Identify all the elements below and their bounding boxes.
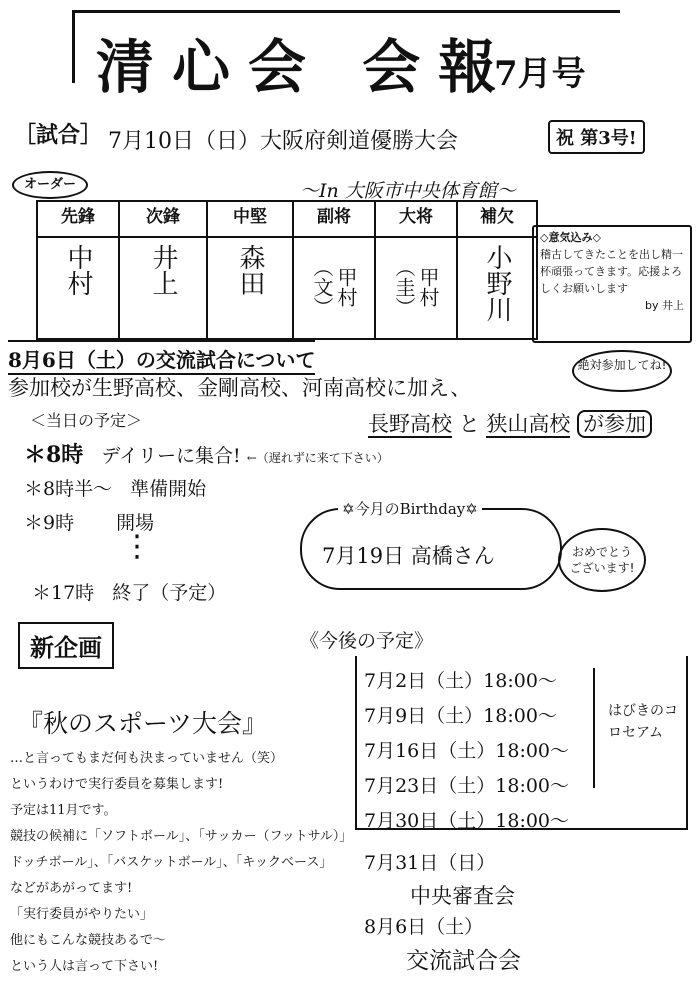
newsletter-title: 清心会 会報 — [96, 33, 515, 101]
member-name: 中村 — [63, 244, 93, 296]
body-line: 他にもこんな競技あるで～ — [10, 933, 166, 948]
member-name: 甲村（文） — [310, 257, 358, 317]
practice-place: はびきのコロセアム — [608, 703, 678, 741]
practice-item: 7月9日（土）18:00～ — [364, 705, 557, 727]
exchange-heading: 8月6日（土）の交流試合について — [8, 340, 315, 375]
plan-time: ＊17時 — [32, 582, 95, 604]
new-project-body — [10, 746, 352, 980]
join-bubble-text: 絶対参加してね! — [577, 358, 667, 372]
note-sign: by 井上 — [645, 299, 684, 312]
body-line: ドッチボール」、「バスケットボール」、「キックベース」 — [10, 855, 333, 870]
schedule-right-line — [686, 656, 688, 830]
plan-item — [24, 474, 206, 501]
practice-list — [364, 664, 569, 839]
event1-name: 中央審査会 — [410, 884, 515, 908]
issue-badge: 祝 第3号! — [548, 120, 645, 154]
schedule-brace — [593, 668, 605, 788]
school-nagano: 長野高校 — [368, 412, 452, 436]
venue: ～In 大阪市中央体育館～ — [300, 180, 516, 202]
plan-item — [24, 438, 389, 469]
future-title: 《今後の予定》 — [300, 630, 434, 652]
plan-time: ＊8時半～ — [24, 478, 113, 500]
body-line: …と言ってもまだ何も決まっていません（笑） — [10, 751, 284, 766]
plan-time: ＊9時 — [24, 512, 75, 534]
body-line: 予定は11月です。 — [10, 803, 117, 818]
member-cell — [207, 237, 293, 339]
plan-text: デイリーに集合! — [101, 445, 241, 467]
plan-text: 終了（予定） — [112, 582, 227, 604]
note-title: ◇意気込み◇ — [540, 231, 601, 244]
plan-label: ＜当日の予定＞ — [30, 411, 143, 430]
position-cell: 大将 — [375, 201, 457, 237]
position-cell: 次鋒 — [119, 201, 207, 237]
match-headline: 7月10日（日）大阪府剣道優勝大会 — [108, 129, 458, 154]
match-tag: ［試合］ — [14, 122, 103, 148]
practice-item: 7月16日（土）18:00～ — [364, 740, 570, 762]
and-text: と — [458, 412, 480, 436]
birthday-text: 7月19日 高橋さん — [322, 544, 495, 568]
lineup-table — [36, 200, 538, 340]
position-cell: 副将 — [293, 201, 375, 237]
position-cell: 中堅 — [207, 201, 293, 237]
member-name: 小野川 — [482, 244, 512, 322]
exchange-line1: 参加校が生野高校、金剛高校、河南高校に加え、 — [8, 376, 472, 400]
star-icon: ✡ — [465, 500, 478, 518]
practice-item: 7月23日（土）18:00～ — [364, 775, 570, 797]
congrats-bubble — [558, 528, 646, 592]
member-name: 森田 — [235, 244, 265, 296]
member-name: 井上 — [148, 244, 178, 296]
issue-number: 7月号 — [494, 54, 586, 94]
new-project-tag: 新企画 — [18, 622, 114, 669]
body-line: 競技の候補に「ソフトボール」、「サッカー（フットサル）」 — [10, 829, 353, 844]
plan-text: 準備開始 — [130, 478, 207, 500]
plan-item — [32, 578, 226, 605]
member-cell — [37, 237, 119, 339]
plan-dots: ⋮ — [122, 529, 152, 564]
birthday-title — [338, 498, 482, 519]
body-line: という人は言って下さい! — [10, 959, 159, 974]
new-project-title: 『秋のスポーツ大会』 — [18, 709, 268, 738]
member-cell — [375, 237, 457, 339]
body-line: というわけで実行委員を募集します! — [10, 777, 224, 792]
note-body: 稽古してきたことを出し精一杯頑張ってきます。応援よろしくお願いします — [540, 248, 683, 295]
plan-text: 開場 — [116, 512, 155, 534]
member-cell — [119, 237, 207, 339]
practice-item: 7月30日（土）18:00～ — [364, 810, 570, 832]
member-name: 甲村（圭） — [392, 257, 440, 317]
order-label: オーダー — [12, 171, 88, 199]
join-bubble — [572, 350, 672, 392]
schedule-left-line — [355, 656, 357, 830]
participate-text: が参加 — [577, 410, 652, 438]
body-line: などがあがってます! — [10, 881, 133, 896]
position-cell: 補欠 — [457, 201, 537, 237]
event1-date: 7月31日（日） — [364, 852, 496, 874]
congrats-text: おめでとうございます! — [569, 545, 635, 575]
school-sayama: 狭山高校 — [486, 412, 571, 436]
practice-item: 7月2日（土）18:00～ — [364, 670, 557, 692]
event2-name: 交流試合会 — [406, 948, 521, 974]
plan-note: ←（遅れずに来て下さい） — [246, 451, 389, 465]
position-cell: 先鋒 — [37, 201, 119, 237]
spirit-note — [532, 225, 692, 343]
plan-time: ＊8時 — [24, 442, 84, 468]
star-icon: ✡ — [342, 500, 355, 518]
member-cell — [293, 237, 375, 339]
event2-date: 8月6日（土） — [364, 916, 484, 938]
body-line: 「実行委員がやりたい」 — [10, 907, 154, 922]
birthday-title-text: 今月のBirthday — [354, 500, 466, 518]
member-cell — [457, 237, 537, 339]
